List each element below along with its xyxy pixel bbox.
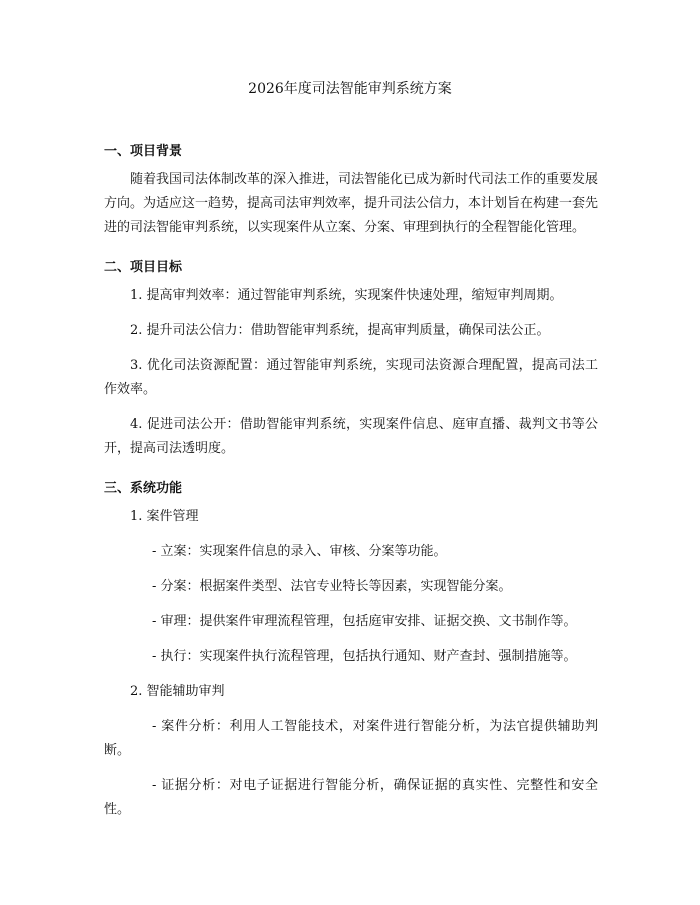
list-item: - 立案：实现案件信息的录入、审核、分案等功能。	[152, 544, 447, 559]
list-item: - 案件分析：利用人工智能技术，对案件进行智能分析，为法官提供辅助判断。	[104, 719, 598, 758]
section-functions	[104, 473, 598, 822]
document-title: 2026年度司法智能审判系统方案	[248, 81, 452, 97]
document-body	[104, 136, 598, 833]
list-item: 2. 提升司法公信力：借助智能审判系统，提高审判质量，确保司法公正。	[130, 323, 550, 338]
list-item: - 审理：提供案件审理流程管理，包括庭审安排、证据交换、文书制作等。	[152, 614, 577, 629]
section-heading: 二、项目目标	[104, 260, 183, 275]
paragraph: 随着我国司法体制改革的深入推进，司法智能化已成为新时代司法工作的重要发展方向。为适应这一趋势，提高司法审判效率，提升司法公信力，本计划旨在构建一套先进的司法智能审判系统，以实现案件从立案、分案、审理到执行的全程智能化管理。	[104, 172, 599, 235]
list-item: - 执行：实现案件执行流程管理，包括执行通知、财产查封、强制措施等。	[152, 649, 577, 664]
section-objectives	[104, 252, 598, 461]
list-item: 1. 提高审判效率：通过智能审判系统，实现案件快速处理，缩短审判周期。	[130, 288, 563, 303]
section-heading: 三、系统功能	[104, 481, 183, 496]
section-heading: 一、项目背景	[104, 144, 183, 159]
list-item: 3. 优化司法资源配置：通过智能审判系统，实现司法资源合理配置，提高司法工作效率。	[104, 358, 598, 397]
section-background	[104, 136, 598, 240]
sub-heading: 1. 案件管理	[130, 509, 199, 524]
sub-heading: 2. 智能辅助审判	[130, 684, 225, 699]
list-item: - 分案：根据案件类型、法官专业特长等因素，实现智能分案。	[152, 579, 512, 594]
list-item: - 证据分析：对电子证据进行智能分析，确保证据的真实性、完整性和安全性。	[104, 778, 598, 817]
list-item: 4. 促进司法公开：借助智能审判系统，实现案件信息、庭审直播、裁判文书等公开，提高司法透明度。	[104, 417, 598, 456]
